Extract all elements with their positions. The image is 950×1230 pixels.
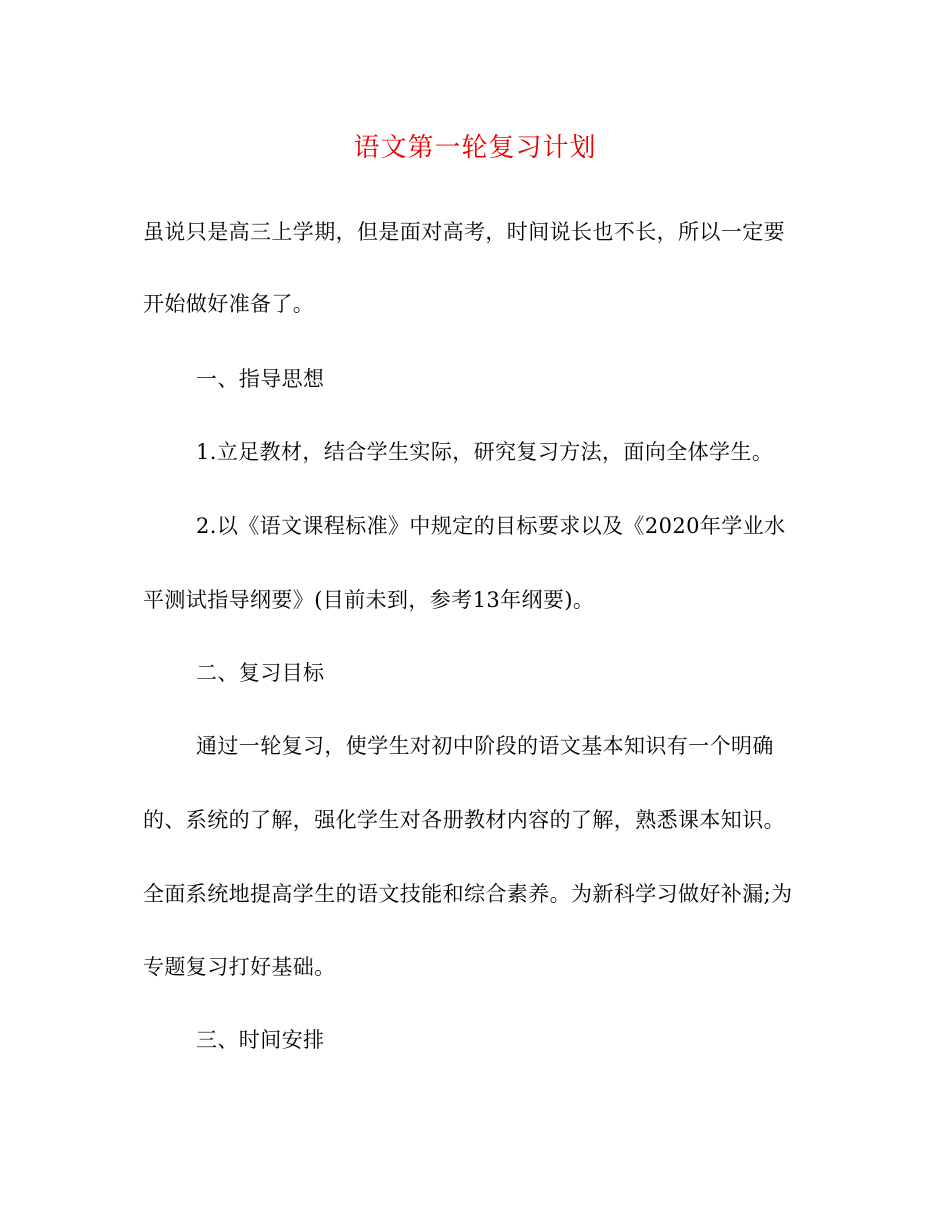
section-heading-schedule: 三、时间安排 — [196, 1028, 325, 1052]
guiding-item-1: 1.立足教材，结合学生实际，研究复习方法，面向全体学生。 — [196, 440, 774, 464]
goals-paragraph-line-4: 专题复习打好基础。 — [143, 955, 336, 979]
document-title: 语文第一轮复习计划 — [353, 133, 597, 163]
goals-paragraph-line-3: 全面系统地提高学生的语文技能和综合素养。为新科学习做好补漏;为 — [143, 882, 793, 906]
section-heading-review-goals: 二、复习目标 — [196, 661, 325, 685]
goals-paragraph-line-2: 的、系统的了解，强化学生对各册教材内容的了解，熟悉课本知识。 — [143, 808, 785, 832]
guiding-item-2-line-2: 平测试指导纲要》(目前未到，参考13年纲要)。 — [143, 588, 595, 612]
intro-line-1: 虽说只是高三上学期，但是面对高考，时间说长也不长，所以一定要 — [143, 220, 785, 244]
goals-paragraph-line-1: 通过一轮复习，使学生对初中阶段的语文基本知识有一个明确 — [196, 734, 774, 758]
section-heading-guiding-thought: 一、指导思想 — [196, 367, 325, 391]
guiding-item-2-line-1: 2.以《语文课程标准》中规定的目标要求以及《2020年学业水 — [196, 514, 786, 538]
intro-line-2: 开始做好准备了。 — [143, 292, 315, 316]
